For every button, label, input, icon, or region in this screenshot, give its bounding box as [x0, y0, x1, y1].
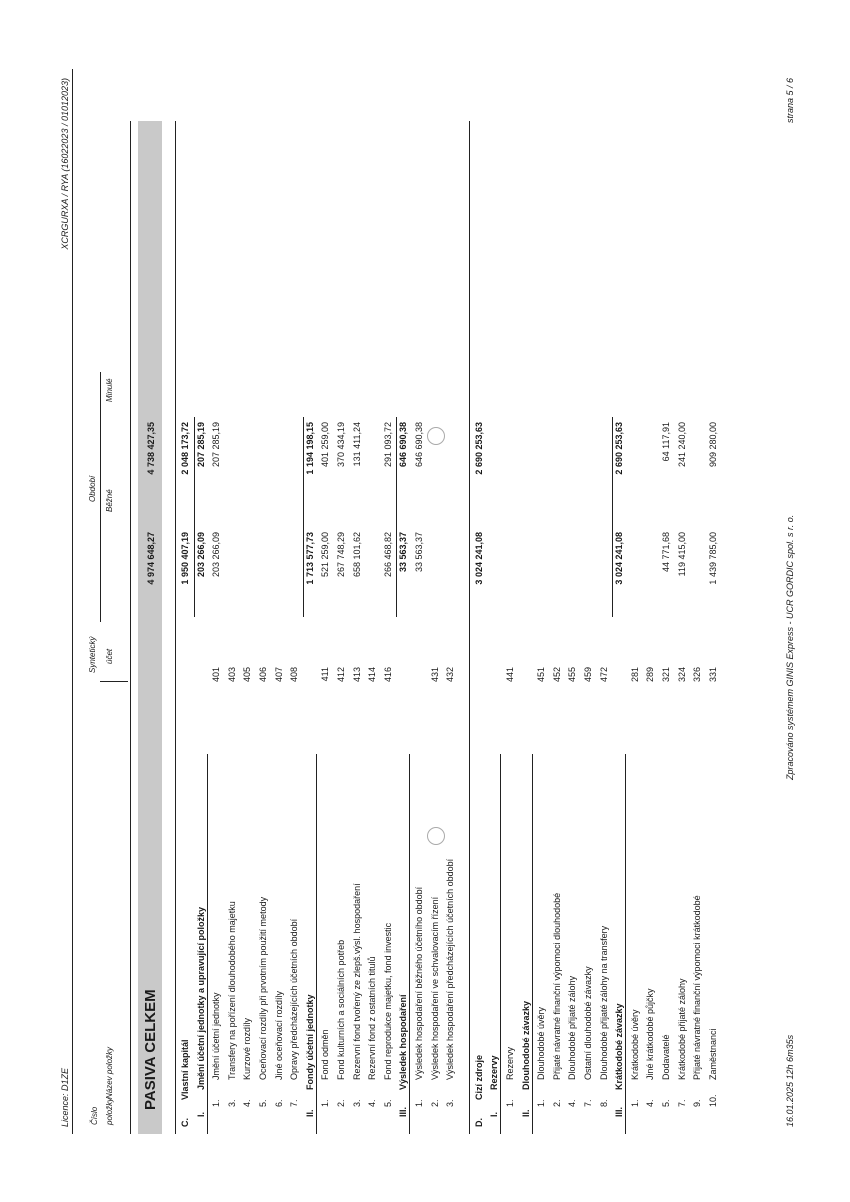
- row-number: 4.: [645, 1099, 656, 1107]
- row-label: Vlastní kapitál: [180, 1039, 190, 1100]
- row-label: Fondy účetní jednotky: [304, 994, 315, 1090]
- row-label: Rezervy: [505, 1046, 515, 1080]
- row-account: 321: [661, 667, 671, 683]
- row-label: Oceňovací rozdíly při prvotním použití metody: [258, 896, 268, 1080]
- row-label: Cizí zdroje: [473, 1054, 484, 1100]
- row-number: 1.: [536, 1099, 547, 1107]
- row-minule: 401 259,00: [320, 422, 331, 468]
- row-minule: 291 093,72: [382, 422, 393, 468]
- row-label: Dodavatelé: [661, 1034, 671, 1080]
- top-rule: [72, 69, 73, 1134]
- row-label: Kurzové rozdíly: [242, 1017, 253, 1080]
- section-rule: [469, 121, 470, 1134]
- row-account: 451: [536, 667, 547, 683]
- row-account: 452: [551, 667, 562, 683]
- row-number: 2.: [429, 1099, 440, 1107]
- row-number: 4.: [567, 1099, 578, 1107]
- row-minule: 2 048 173,72: [180, 422, 190, 475]
- row-account: 455: [567, 667, 578, 683]
- header-bottom-rule: [130, 121, 131, 1134]
- group-underline: [625, 754, 626, 1134]
- row-bezne: 33 563,37: [398, 532, 409, 573]
- group-underline: [316, 754, 317, 1134]
- row-bezne: 1 439 785,00: [707, 532, 718, 585]
- row-label: Přijaté návratné finanční výpomoci krátkodobé: [692, 895, 703, 1080]
- row-number: 3.: [351, 1099, 362, 1107]
- row-number: I.: [195, 1111, 206, 1117]
- row-number: 4.: [242, 1099, 253, 1107]
- row-label: Výsledek hospodaření běžného účetního období: [414, 886, 424, 1080]
- amount-rule: [612, 417, 613, 617]
- row-label: Transfery na pořízení dlouhodobého majetku: [226, 901, 237, 1080]
- row-label: Krátkodobé přijaté zálohy: [676, 978, 687, 1080]
- row-bezne: 203 266,09: [211, 532, 222, 578]
- row-label: Dlouhodobé závazky: [520, 1000, 531, 1090]
- row-bezne: 203 266,09: [195, 532, 206, 578]
- row-bezne: 266 468,82: [382, 532, 393, 578]
- punch-hole: [427, 827, 445, 845]
- col-minule: Minulé: [105, 378, 114, 402]
- total-bezne: 4 974 648,27: [146, 532, 156, 585]
- row-account: 472: [598, 667, 609, 683]
- row-label: Fond kulturních a sociálních potřeb: [336, 939, 346, 1080]
- total-band: [138, 121, 162, 1134]
- row-label: Jiné krátkodobé půjčky: [645, 988, 656, 1080]
- row-account: 441: [505, 667, 515, 683]
- row-number: II.: [304, 1109, 315, 1117]
- row-minule: 207 285,19: [211, 422, 222, 468]
- row-bezne: 3 024 241,08: [614, 532, 625, 585]
- row-label: Fond reprodukce majetku, fond investic: [382, 922, 393, 1080]
- row-minule: 1 194 198,15: [304, 422, 315, 475]
- row-label: Rezervní fond tvořený ze zlepš.výsl. hospodaření: [351, 883, 362, 1080]
- row-account: 408: [289, 667, 300, 683]
- row-number: 3.: [445, 1099, 456, 1107]
- row-label: Výsledek hospodaření ve schvalovacím řízení: [429, 896, 440, 1080]
- total-minule: 4 738 427,35: [146, 422, 156, 475]
- licence-label: Licence: D1ZE: [60, 1067, 70, 1127]
- row-number: 1.: [211, 1099, 222, 1107]
- col-polozky: položky: [105, 1097, 114, 1125]
- row-account: 331: [707, 667, 718, 683]
- row-label: Zaměstnanci: [707, 1028, 718, 1080]
- row-minule: 646 690,38: [414, 422, 424, 468]
- row-number: III.: [614, 1106, 625, 1117]
- row-number: 7.: [583, 1099, 593, 1107]
- row-number: III.: [398, 1106, 409, 1117]
- group-underline: [532, 754, 533, 1134]
- row-account: 289: [645, 667, 656, 683]
- row-label: Jmění účetní jednotky a upravující položky: [195, 906, 206, 1090]
- row-number: D.: [473, 1118, 484, 1127]
- row-bezne: 658 101,62: [351, 532, 362, 578]
- group-underline: [207, 754, 208, 1134]
- row-minule: 2 690 253,63: [614, 422, 625, 475]
- row-number: 5.: [258, 1099, 268, 1107]
- row-number: 6.: [273, 1099, 284, 1107]
- row-minule: 370 434,19: [336, 422, 346, 468]
- row-number: 2.: [336, 1099, 346, 1107]
- row-account: 281: [629, 667, 640, 683]
- punch-hole: [427, 427, 445, 445]
- row-bezne: 33 563,37: [414, 532, 424, 573]
- row-bezne: 267 748,29: [336, 532, 346, 578]
- row-label: Dlouhodobé přijaté zálohy: [567, 975, 578, 1080]
- row-account: 413: [351, 667, 362, 683]
- row-number: 10.: [707, 1094, 718, 1107]
- row-bezne: 521 259,00: [320, 532, 331, 578]
- amount-rule: [303, 417, 304, 617]
- row-label: Opravy předcházejících účetních období: [289, 918, 300, 1080]
- total-label: PASIVA CELKEM: [142, 989, 159, 1110]
- row-minule: 131 411,24: [351, 422, 362, 467]
- row-label: Fond odměn: [320, 1029, 331, 1080]
- row-number: I.: [489, 1111, 500, 1117]
- row-number: II.: [520, 1109, 531, 1117]
- row-label: Přijaté návratné finanční výpomoci dlouhodobé: [551, 892, 562, 1080]
- row-bezne: 44 771,68: [661, 532, 671, 573]
- row-bezne: 1 950 407,19: [180, 532, 190, 585]
- row-account: 407: [273, 667, 284, 683]
- row-number: 1.: [629, 1099, 640, 1107]
- row-label: Dlouhodobé přijaté zálohy na transfery: [598, 925, 609, 1080]
- header-period-rule: [100, 372, 101, 622]
- col-obdobi: Období: [88, 475, 97, 502]
- row-label: Výsledek hospodaření: [398, 994, 409, 1090]
- col-bezne: Běžné: [105, 489, 114, 512]
- row-account: 405: [242, 667, 253, 683]
- row-label: Rezervní fond z ostatních titulů: [367, 956, 378, 1080]
- row-account: 401: [211, 667, 222, 683]
- footer-timestamp: 16.01.2025 12h 6m35s: [785, 1034, 795, 1127]
- row-bezne: 1 713 577,73: [304, 532, 315, 585]
- row-number: 8.: [598, 1099, 609, 1107]
- row-number: 1.: [414, 1099, 424, 1107]
- row-account: 411: [320, 667, 331, 682]
- row-bezne: 3 024 241,08: [473, 532, 484, 585]
- row-number: 5.: [661, 1099, 671, 1107]
- row-label: Dlouhodobé úvěry: [536, 1006, 547, 1080]
- row-label: Ostatní dlouhodobé závazky: [583, 966, 593, 1080]
- row-account: 326: [692, 667, 703, 683]
- footer-page: strana 5 / 6: [785, 78, 795, 124]
- row-account: 432: [445, 667, 456, 683]
- col-cislo: Číslo: [90, 1106, 99, 1125]
- row-label: Krátkodobé úvěry: [629, 1009, 640, 1080]
- row-label: Jmění účetní jednotky: [211, 992, 222, 1080]
- row-account: 412: [336, 667, 346, 683]
- report-id: XCRGURXA / RYA (16022023 / 01012023): [60, 78, 70, 250]
- col-nazev: Název položky: [105, 1046, 114, 1099]
- row-minule: 646 690,38: [398, 422, 409, 468]
- row-label: Krátkodobé závazky: [614, 1003, 625, 1090]
- col-synteticky: Syntetický: [88, 636, 97, 673]
- row-label: Jiné oceňovací rozdíly: [273, 990, 284, 1080]
- row-account: 459: [583, 667, 593, 683]
- row-minule: 64 117,91: [661, 422, 671, 462]
- row-number: 5.: [382, 1099, 393, 1107]
- row-number: 2.: [551, 1099, 562, 1107]
- row-minule: 241 240,00: [676, 422, 687, 468]
- amount-rule: [396, 417, 397, 617]
- row-number: C.: [180, 1118, 190, 1127]
- group-underline: [500, 754, 501, 1134]
- row-minule: 2 690 253,63: [473, 422, 484, 475]
- row-number: 7.: [289, 1099, 300, 1107]
- row-number: 3.: [226, 1099, 237, 1107]
- row-label: Výsledek hospodaření předcházejících účetních období: [445, 858, 456, 1080]
- header-divider: [100, 681, 128, 682]
- row-account: 324: [676, 667, 687, 683]
- row-minule: 909 280,00: [707, 422, 718, 468]
- row-account: 431: [429, 667, 440, 683]
- col-ucet: účet: [105, 648, 114, 664]
- row-account: 416: [382, 667, 393, 683]
- row-account: 406: [258, 667, 268, 683]
- footer-processed-by: Zpracováno systémem GINIS Express - UCR GORDIC spol. s r. o.: [785, 514, 795, 780]
- row-minule: 207 285,19: [195, 422, 206, 468]
- row-number: 4.: [367, 1099, 378, 1107]
- row-bezne: 119 415,00: [676, 532, 687, 577]
- row-number: 1.: [320, 1099, 331, 1107]
- amount-rule: [194, 417, 195, 617]
- row-number: 7.: [676, 1099, 687, 1107]
- row-account: 403: [226, 667, 237, 683]
- section-rule: [175, 121, 176, 1134]
- row-account: 414: [367, 667, 378, 683]
- row-label: Rezervy: [489, 1055, 500, 1090]
- row-number: 9.: [692, 1099, 703, 1107]
- row-number: 1.: [505, 1099, 515, 1107]
- group-underline: [409, 754, 410, 1134]
